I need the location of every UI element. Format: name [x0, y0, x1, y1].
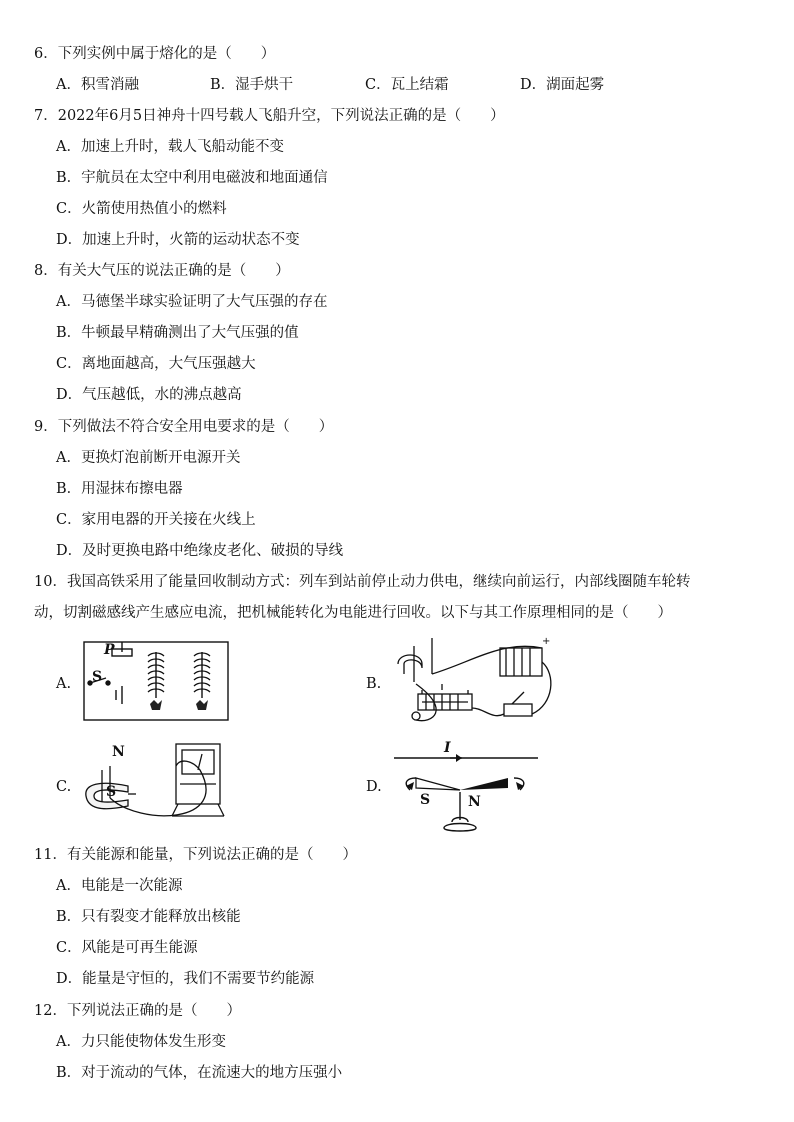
question-9-stem: 9．下列做法不符合安全用电要求的是（ ） [34, 419, 334, 435]
figure-c-label-s: S [106, 784, 117, 800]
question-12-stem: 12．下列说法正确的是（ ） [34, 1003, 241, 1019]
q10-option-d-letter: D. [366, 779, 382, 795]
figure-b-motor-apparatus [392, 634, 562, 726]
q10-option-b-letter: B. [366, 676, 382, 692]
q6-option-b: B．湿手烘干 [210, 77, 294, 93]
q7-option-c: C．火箭使用热值小的燃料 [56, 201, 227, 217]
figure-d-label-s: S [420, 792, 431, 808]
q8-option-c: C．离地面越高，大气压强越大 [56, 356, 256, 372]
figure-a-label-p: P [104, 642, 115, 658]
q8-option-d: D．气压越低，水的沸点越高 [56, 387, 242, 403]
figure-a-label-s: S [92, 669, 103, 685]
figure-b-plus-sign: + [542, 636, 551, 647]
q10-option-c-letter: C. [56, 779, 72, 795]
question-6-stem: 6．下列实例中属于熔化的是（ ） [34, 46, 276, 62]
q11-option-b: B．只有裂变才能释放出核能 [56, 909, 241, 925]
question-7-stem: 7．2022年6月5日神舟十四号载人飞船升空，下列说法正确的是（ ） [34, 108, 505, 124]
question-10-stem-line1: 10．我国高铁采用了能量回收制动方式：列车到站前停止动力供电，继续向前运行，内部线圈随车轮转 [34, 574, 691, 590]
q11-option-c: C．风能是可再生能源 [56, 940, 198, 956]
q9-option-c: C．家用电器的开关接在火线上 [56, 512, 256, 528]
q7-option-b: B．宇航员在太空中利用电磁波和地面通信 [56, 170, 328, 186]
figure-c-label-n: N [112, 744, 125, 760]
q6-option-a: A．积雪消融 [56, 77, 139, 93]
question-11-stem: 11．有关能源和能量，下列说法正确的是（ ） [34, 847, 357, 863]
q7-option-a: A．加速上升时，载人飞船动能不变 [56, 139, 284, 155]
q12-option-a: A．力只能使物体发生形变 [56, 1034, 226, 1050]
question-8-stem: 8．有关大气压的说法正确的是（ ） [34, 263, 290, 279]
figure-d-label-i: I [444, 740, 451, 756]
q9-option-d: D．及时更换电路中绝缘皮老化、破损的导线 [56, 543, 344, 559]
q12-option-b: B．对于流动的气体，在流速大的地方压强小 [56, 1065, 343, 1081]
q6-option-d: D．湖面起雾 [520, 77, 605, 93]
q6-option-c: C．瓦上结霜 [365, 77, 449, 93]
q11-option-d: D．能量是守恒的，我们不需要节约能源 [56, 971, 315, 987]
figure-d-label-n: N [468, 794, 481, 810]
figure-d-oersted-experiment [392, 738, 542, 836]
q9-option-b: B．用湿抹布擦电器 [56, 481, 183, 497]
q8-option-a: A．马德堡半球实验证明了大气压强的存在 [56, 294, 328, 310]
q7-option-d: D．加速上升时，火箭的运动状态不变 [56, 232, 300, 248]
q10-option-a-letter: A. [56, 676, 72, 692]
q8-option-b: B．牛顿最早精确测出了大气压强的值 [56, 325, 299, 341]
question-10-stem-line2: 动，切割磁感线产生感应电流，把机械能转化为电能进行回收。以下与其工作原理相同的是（ ） [34, 605, 672, 621]
q9-option-a: A．更换灯泡前断开电源开关 [56, 450, 241, 466]
q11-option-a: A．电能是一次能源 [56, 878, 183, 894]
